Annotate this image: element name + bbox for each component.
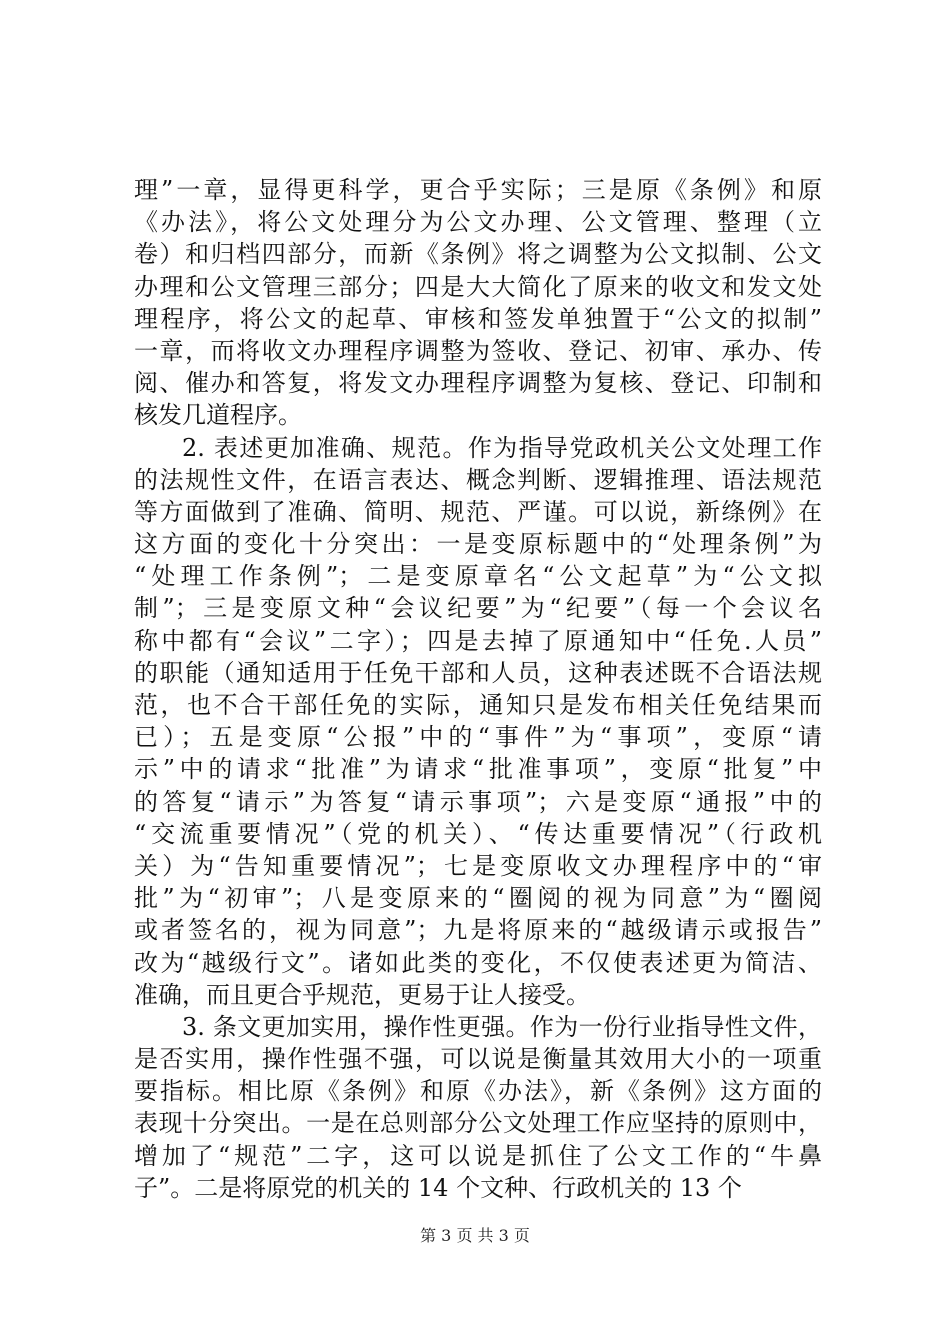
text-line: 等方面做到了准确、简明、规范、严谨。可以说，新绦例》在 bbox=[134, 497, 822, 526]
text-line: 表现十分突出。一是在总则部分公文处理工作应坚持的原则中， bbox=[134, 1109, 822, 1138]
text-line: 增加了“规范”二字，这可以说是抓住了公文工作的“牛鼻 bbox=[134, 1141, 822, 1170]
text-line: 已）；五是变原“公报”中的“事件”为“事项”，变原“请 bbox=[134, 723, 822, 752]
paragraph-2-first-line: 2. 表述更加准确、规范。作为指导党政机关公文处理工作 bbox=[182, 433, 822, 462]
text-line: 的答复“请示”为答复“请示事项”；六是变原“通报”中的 bbox=[134, 787, 822, 816]
text-line: 范，也不合干部任免的实际，通知只是发布相关任免结果而 bbox=[134, 691, 822, 719]
text-line: 《办法》，将公文处理分为公文办理、公文管理、整理（立 bbox=[134, 208, 822, 237]
text-line: “处理工作条例”；二是变原章名“公文起草”为“公文拟 bbox=[134, 562, 822, 591]
text-line: 一章，而将收文办理程序调整为签收、登记、初审、承办、传 bbox=[134, 336, 822, 365]
text-line: 改为“越级行文”。诸如此类的变化，不仅使表述更为简洁、 bbox=[134, 948, 822, 977]
text-line: 这方面的变化十分突出：一是变原标题中的“处理条例”为 bbox=[134, 530, 822, 559]
page-number-footer: 第 3 页 共 3 页 bbox=[420, 1226, 530, 1245]
text-line: 或者签名的，视为同意”；九是将原来的“越级请示或报告” bbox=[134, 916, 822, 945]
text-line: 制”；三是变原文种“会议纪要”为“纪要”（每一个会议名 bbox=[134, 594, 822, 623]
document-body bbox=[134, 174, 822, 1204]
text-line: “交流重要情况”（党的机关）、“传达重要情况”（行政机 bbox=[134, 819, 822, 848]
text-line: 的职能（通知适用于任免干部和人员，这种表述既不合语法规 bbox=[134, 658, 822, 687]
text-line: 要指标。相比原《条例》和原《办法》，新《条例》这方面的 bbox=[134, 1077, 822, 1106]
text-line: 理程序，将公文的起草、审核和签发单独置于“公文的拟制” bbox=[134, 304, 822, 333]
text-line: 子”。二是将原党的机关的 14 个文种、行政机关的 13 个 bbox=[134, 1173, 742, 1202]
paragraph-3-first-line: 3. 条文更加实用，操作性更强。作为一份行业指导性文件， bbox=[182, 1012, 822, 1041]
text-line: 是否实用，操作性强不强，可以说是衡量其效用大小的一项重 bbox=[134, 1045, 822, 1074]
text-line: 关）为“告知重要情况”；七是变原收文办理程序中的“审 bbox=[134, 851, 822, 880]
text-line: 办理和公文管理三部分；四是大大简化了原来的收文和发文处 bbox=[134, 272, 822, 301]
text-line: 称中都有“会议”二字）；四是去掉了原通知中“任免.人员” bbox=[134, 626, 822, 655]
text-line: 的法规性文件，在语言表达、概念判断、逻辑推理、语法规范 bbox=[134, 465, 822, 494]
text-line: 示”中的请求“批准”为请求“批准事项”，变原“批复”中 bbox=[134, 755, 822, 784]
text-line: 理”一章，显得更科学，更合乎实际；三是原《条例》和原 bbox=[134, 176, 822, 204]
text-line: 卷）和归档四部分，而新《条例》将之调整为公文拟制、公文 bbox=[134, 240, 822, 269]
text-line: 核发几道程序。 bbox=[134, 401, 302, 430]
text-line: 批”为“初审”；八是变原来的“圈阅的视为同意”为“圈阅 bbox=[134, 884, 822, 913]
text-line: 准确，而且更合乎规范，更易于让人接受。 bbox=[134, 980, 590, 1009]
text-line: 阅、催办和答复，将发文办理程序调整为复核、登记、印制和 bbox=[134, 369, 822, 398]
